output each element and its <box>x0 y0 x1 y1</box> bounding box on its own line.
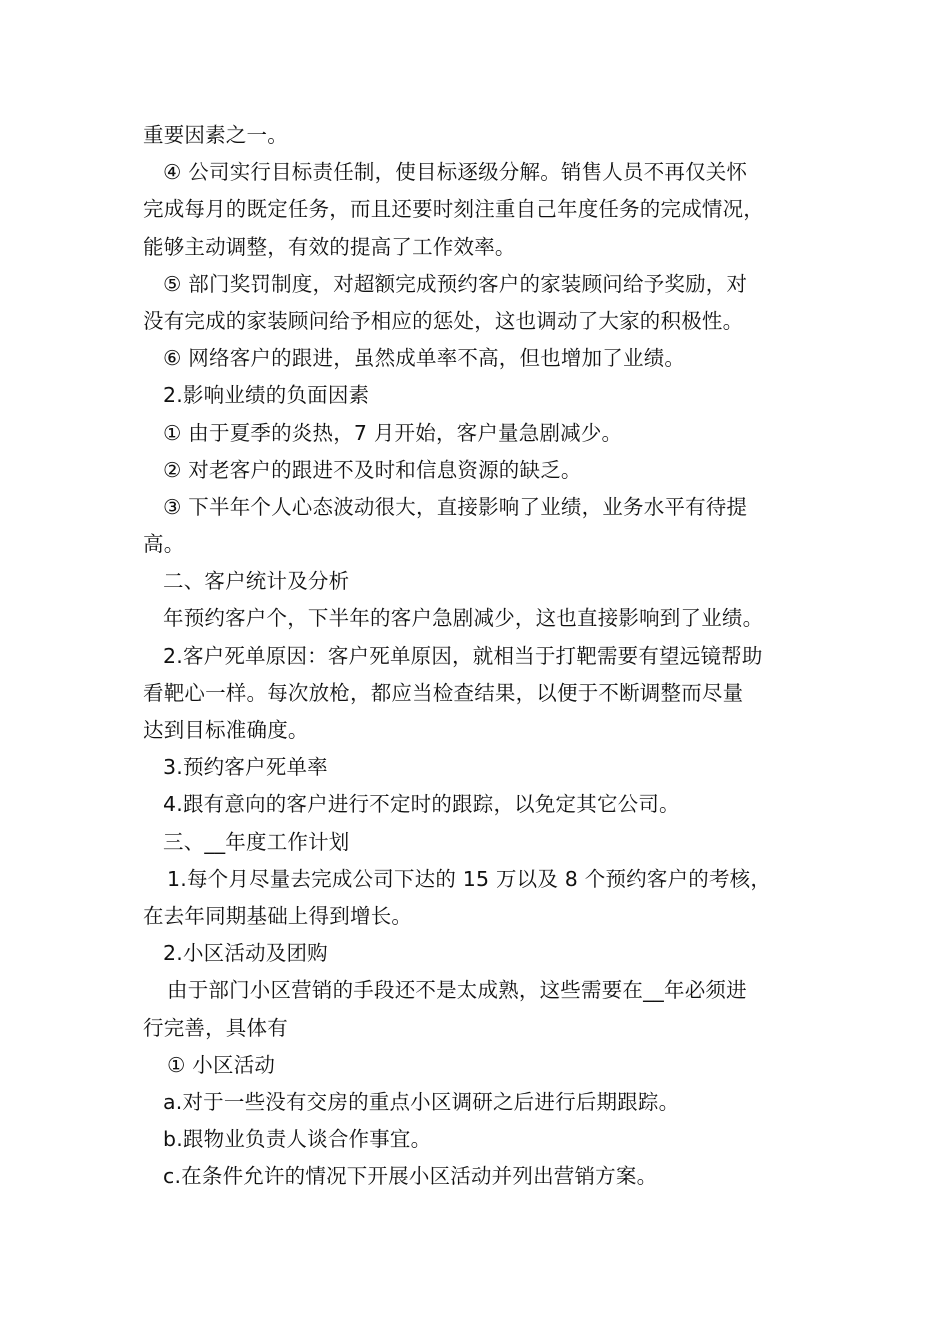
paragraph-line: 年预约客户个，下半年的客户急剧减少，这也直接影响到了业绩。 <box>163 606 764 631</box>
paragraph-line: 看靶心一样。每次放枪，都应当检查结果，以便于不断调整而尽量 <box>143 680 744 705</box>
paragraph-line: 达到目标准确度。 <box>143 718 309 742</box>
paragraph-line: 没有完成的家装顾问给予相应的惩处，这也调动了大家的积极性。 <box>143 308 744 333</box>
numbered-item-4: 4.跟有意向的客户进行不定时的跟踪，以免定其它公司。 <box>163 792 680 817</box>
list-item-4: ④ 公司实行目标责任制，使目标逐级分解。销售人员不再仅关怀 <box>163 160 748 185</box>
numbered-item-3: 3.预约客户死单率 <box>163 755 328 780</box>
paragraph-line: 完成每月的既定任务，而且还要时刻注重自己年度任务的完成情况， <box>143 197 764 222</box>
numbered-item-1: 1.每个月尽量去完成公司下达的 15 万以及 8 个预约客户的考核， <box>167 866 772 891</box>
lettered-item-c: c.在条件允许的情况下开展小区活动并列出营销方案。 <box>163 1164 658 1189</box>
paragraph-line: 重要因素之一。 <box>143 123 288 147</box>
numbered-item-2: 2.客户死单原因：客户死单原因，就相当于打靶需要有望远镜帮助 <box>163 643 763 668</box>
document-body <box>143 117 823 1195</box>
list-item-1: ① 由于夏季的炎热，7 月开始，客户量急剧减少。 <box>163 420 623 445</box>
list-item-2: ② 对老客户的跟进不及时和信息资源的缺乏。 <box>163 457 582 482</box>
section-heading-work-plan: 三、__年度工作计划 <box>163 829 350 854</box>
paragraph-line: 在去年同期基础上得到增长。 <box>143 903 413 928</box>
section-heading-customer-stats: 二、客户统计及分析 <box>163 569 350 594</box>
numbered-item-2-community: 2.小区活动及团购 <box>163 941 328 966</box>
paragraph-line: 高。 <box>143 532 185 557</box>
lettered-item-b: b.跟物业负责人谈合作事宜。 <box>163 1127 432 1152</box>
list-item-3: ③ 下半年个人心态波动很大，直接影响了业绩，业务水平有待提 <box>163 494 748 519</box>
lettered-item-a: a.对于一些没有交房的重点小区调研之后进行后期跟踪。 <box>163 1089 680 1114</box>
list-item-community-activity: ① 小区活动 <box>167 1052 276 1077</box>
list-item-5: ⑤ 部门奖罚制度，对超额完成预约客户的家装顾问给予奖励，对 <box>163 271 748 296</box>
paragraph-line: 行完善，具体有 <box>143 1015 288 1040</box>
list-item-6: ⑥ 网络客户的跟进，虽然成单率不高，但也增加了业绩。 <box>163 346 686 371</box>
section-heading-negative-factors: 2.影响业绩的负面因素 <box>163 383 370 408</box>
paragraph-line: 由于部门小区营销的手段还不是太成熟，这些需要在__年必须进 <box>167 978 747 1003</box>
paragraph-line: 能够主动调整，有效的提高了工作效率。 <box>143 234 516 259</box>
